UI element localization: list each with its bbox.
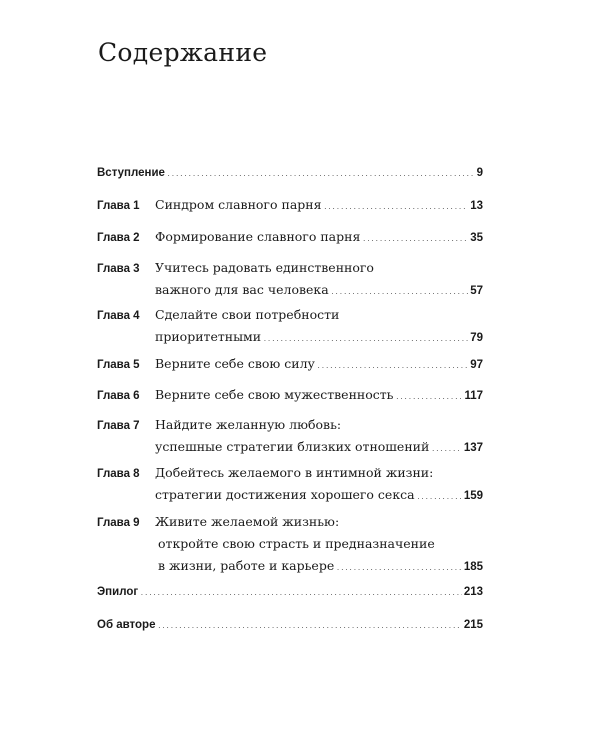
toc-entry-chapter-9[interactable] xyxy=(97,511,483,577)
toc-entry-chapter-8[interactable] xyxy=(97,462,483,506)
leader-dots xyxy=(395,387,462,409)
chapter-label: Глава 9 xyxy=(97,517,140,529)
toc-entry-title: Вступление xyxy=(97,167,165,179)
page-number: 79 xyxy=(470,332,483,344)
chapter-title-line: Живите желаемой жизнью: xyxy=(155,514,340,529)
toc-entry-epilogue[interactable] xyxy=(97,581,483,603)
chapter-label: Глава 7 xyxy=(97,420,140,432)
chapter-title-line: Добейтесь желаемого в интимной жизни: xyxy=(155,465,434,480)
toc-entry-chapter-7[interactable] xyxy=(97,414,483,458)
leader-dots xyxy=(140,583,462,605)
toc-entry-chapter-2[interactable] xyxy=(97,226,483,248)
page-number: 13 xyxy=(470,200,483,212)
chapter-title-line: важного для вас человека xyxy=(155,282,329,297)
leader-dots xyxy=(362,229,468,251)
chapter-title-line: успешные стратегии близких отношений xyxy=(155,439,430,454)
page-number: 9 xyxy=(476,167,483,179)
leader-dots xyxy=(167,164,475,186)
leader-dots xyxy=(331,282,469,304)
page-number: 57 xyxy=(470,285,483,297)
leader-dots xyxy=(317,356,468,378)
chapter-label: Глава 8 xyxy=(97,468,140,480)
toc-entry-title: Эпилог xyxy=(97,586,139,598)
toc-entry-intro[interactable] xyxy=(97,162,483,184)
toc-entry-chapter-3[interactable] xyxy=(97,257,483,301)
chapter-label: Глава 1 xyxy=(97,200,140,212)
chapter-title-line: приоритетными xyxy=(155,329,262,344)
page-number: 159 xyxy=(463,490,483,502)
chapter-label: Глава 6 xyxy=(97,390,140,402)
toc-entry-title: Об авторе xyxy=(97,619,156,631)
leader-dots xyxy=(336,558,462,580)
page-number: 35 xyxy=(470,232,483,244)
chapter-label: Глава 2 xyxy=(97,232,140,244)
chapter-label: Глава 4 xyxy=(97,310,140,322)
chapter-title-line: стратегии достижения хорошего секса xyxy=(155,487,415,502)
toc-entry-chapter-6[interactable] xyxy=(97,384,483,406)
leader-dots xyxy=(417,487,462,509)
page-number: 215 xyxy=(463,619,483,631)
toc-entry-about-author[interactable] xyxy=(97,614,483,636)
chapter-label: Глава 3 xyxy=(97,263,140,275)
leader-dots xyxy=(324,197,469,219)
toc-entry-chapter-1[interactable] xyxy=(97,194,483,216)
leader-dots xyxy=(431,439,461,461)
toc-entry-chapter-5[interactable] xyxy=(97,353,483,375)
page-number: 185 xyxy=(463,561,483,573)
page-number: 97 xyxy=(470,359,483,371)
chapter-title-line: в жизни, работе и карьере xyxy=(158,558,335,573)
leader-dots xyxy=(157,616,461,638)
chapter-title-line: Верните себе свою мужественность xyxy=(155,387,394,402)
toc-entry-chapter-4[interactable] xyxy=(97,304,483,348)
page-number: 117 xyxy=(464,390,483,402)
chapter-title-line: Синдром славного парня xyxy=(155,197,322,212)
chapter-title-line: откройте свою страсть и предназначение xyxy=(158,536,435,551)
chapter-title-line: Верните себе свою силу xyxy=(155,356,315,371)
chapter-label: Глава 5 xyxy=(97,359,140,371)
chapter-title-line: Учитесь радовать единственного xyxy=(155,260,374,275)
chapter-title-line: Найдите желанную любовь: xyxy=(155,417,342,432)
leader-dots xyxy=(263,329,468,351)
page-number: 137 xyxy=(463,442,483,454)
chapter-title-line: Сделайте свои потребности xyxy=(155,307,340,322)
chapter-title-line: Формирование славного парня xyxy=(155,229,361,244)
page-number: 213 xyxy=(463,586,483,598)
page-title: Содержание xyxy=(98,38,268,67)
